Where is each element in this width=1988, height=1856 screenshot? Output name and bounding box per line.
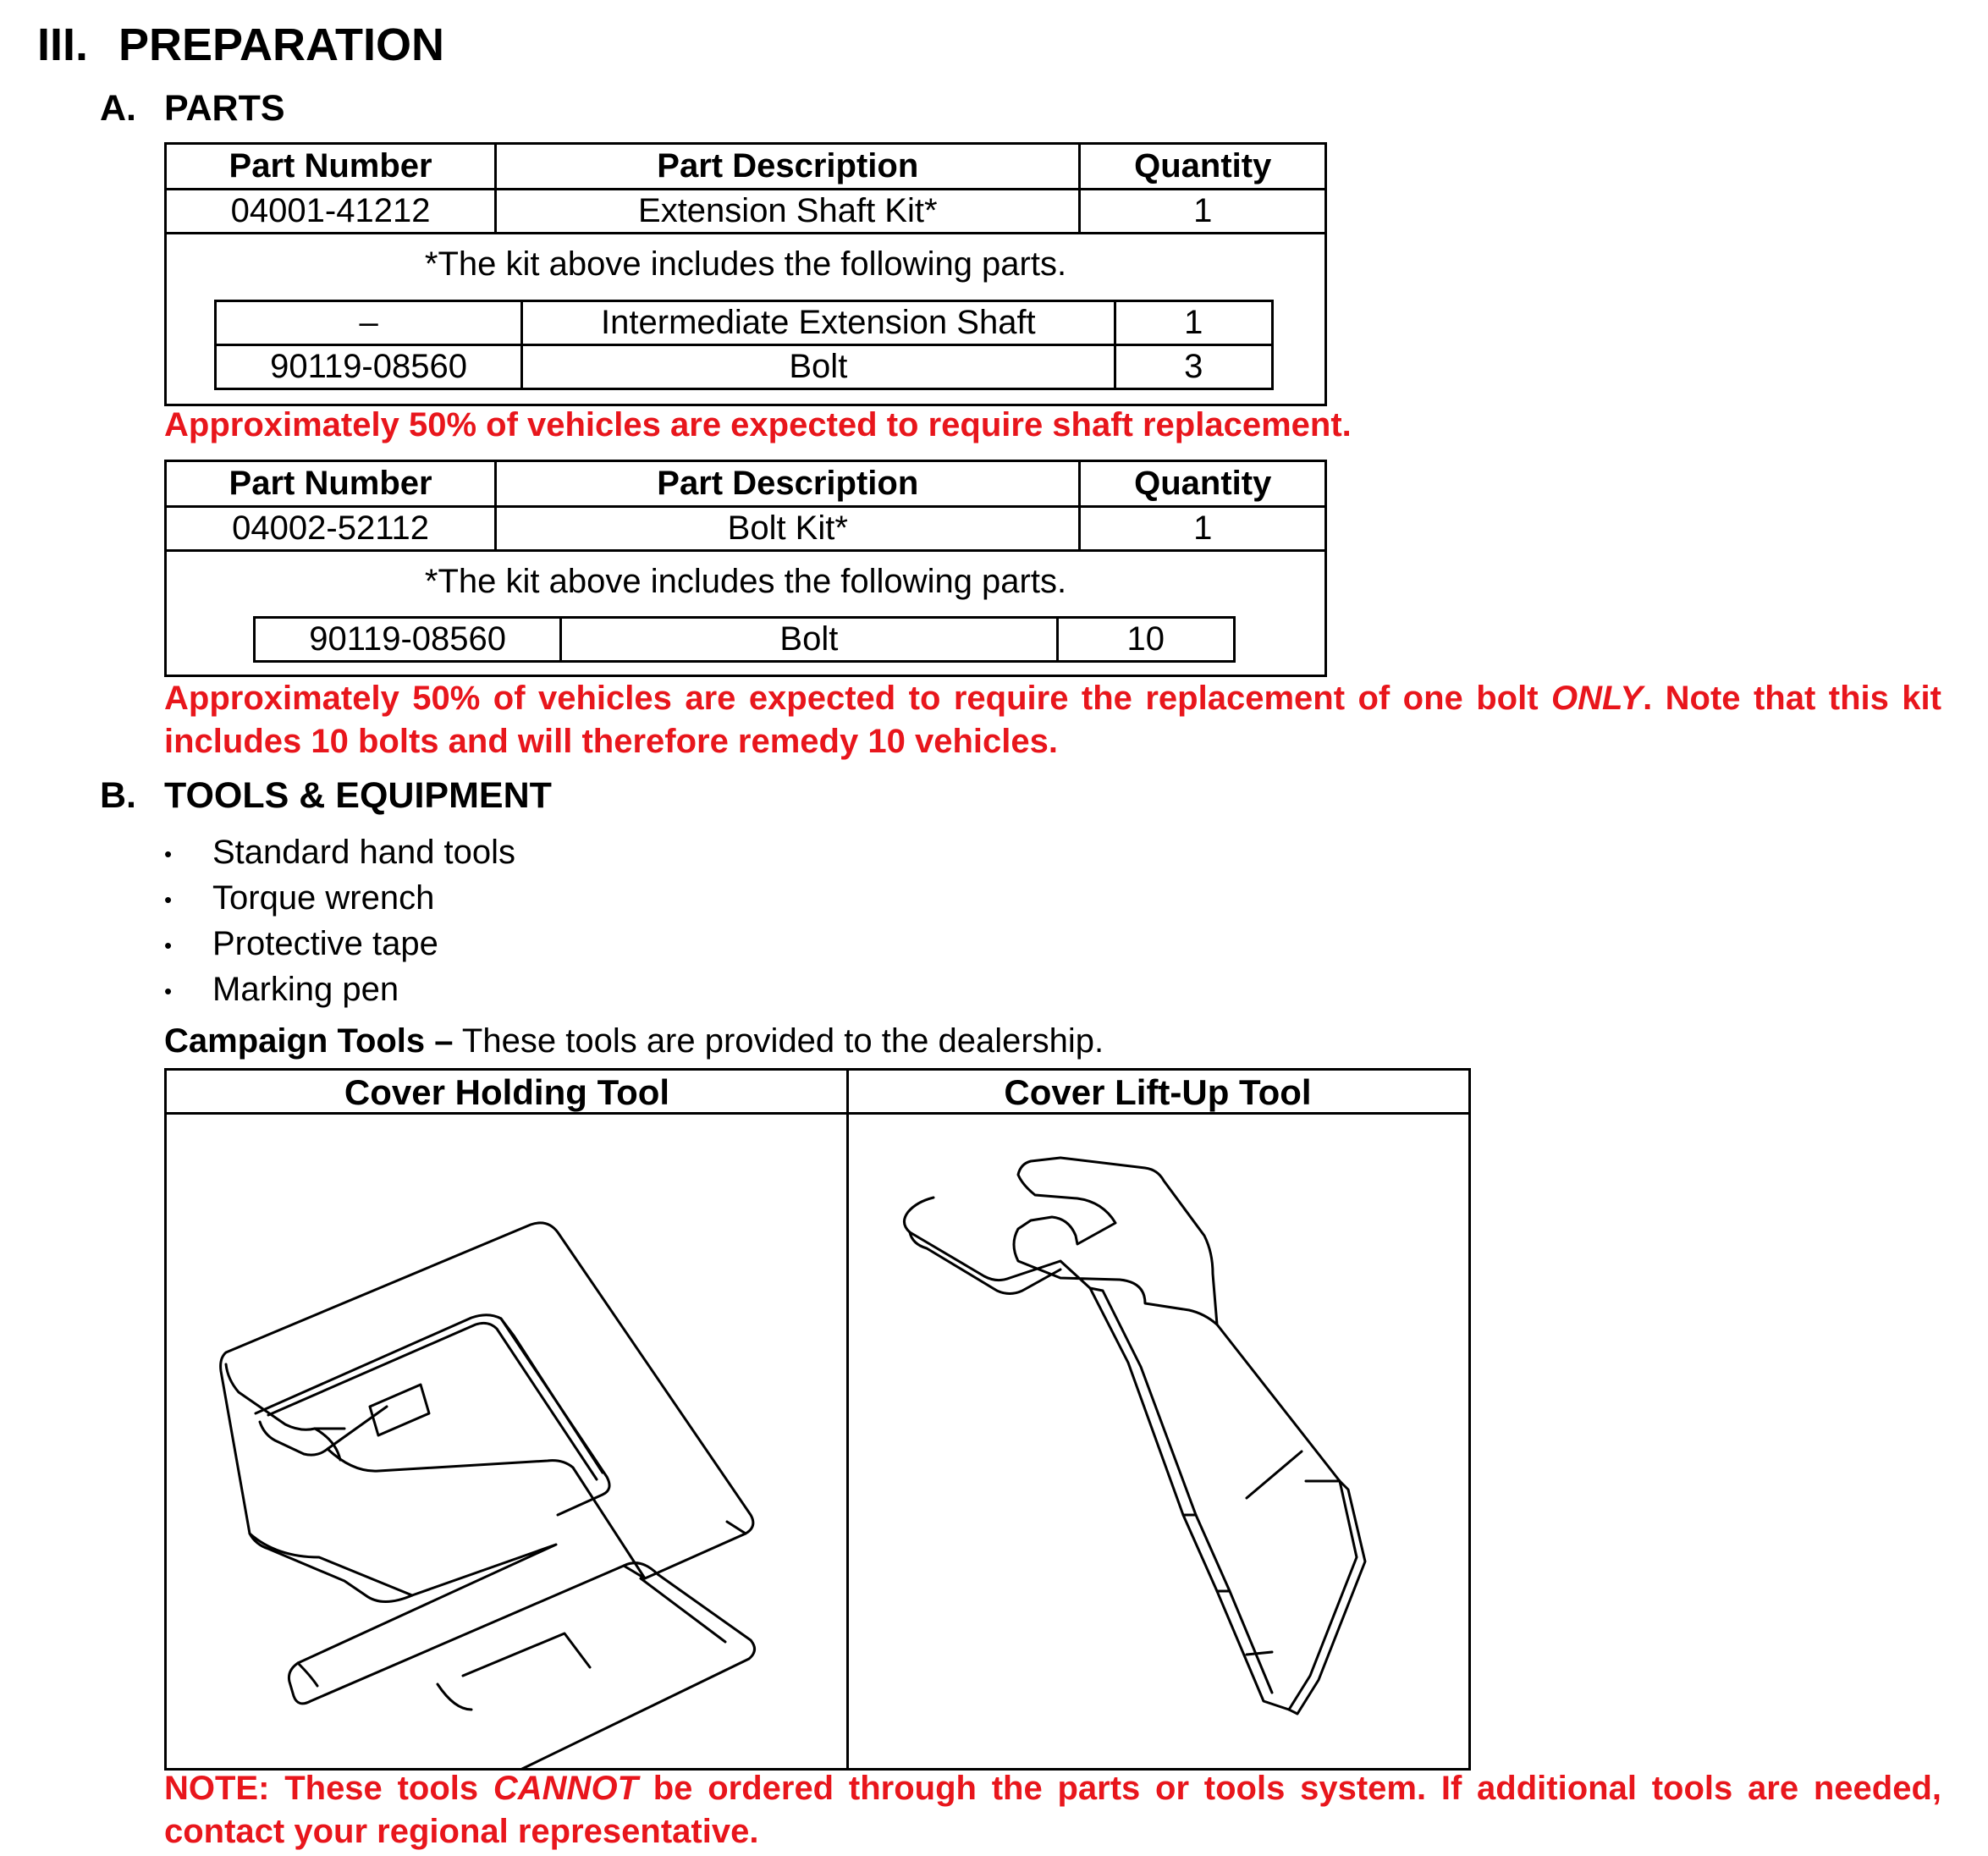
kit2-row [166, 507, 1326, 551]
section-number: III. [37, 19, 89, 70]
kit2-part-description: Bolt Kit* [496, 507, 1080, 551]
kit1-quantity: 1 [1080, 190, 1326, 234]
kit1-sub-row [216, 301, 1273, 345]
kit1-table [164, 142, 1327, 234]
tool-item-label: Protective tape [212, 925, 438, 962]
tools-note-part-b: be ordered through the parts or tools system. If additional tools are needed, contact your regional representative. [164, 1770, 1941, 1850]
tools-list [164, 829, 515, 1012]
campaign-tools-text: These tools are provided to the dealership. [453, 1022, 1104, 1060]
kit1-warning: Approximately 50% of vehicles are expected to require shaft replacement. [164, 406, 1352, 443]
kit1-sub-description: Bolt [522, 345, 1115, 389]
kit1-sub-quantity: 3 [1115, 345, 1272, 389]
header-part-description: Part Description [496, 461, 1080, 507]
cover-holding-tool-drawing [167, 1117, 844, 1769]
kit2-sub-description: Bolt [561, 618, 1057, 662]
tool-item-label: Standard hand tools [212, 834, 516, 871]
kit2-sub-part-number: 90119-08560 [255, 618, 561, 662]
header-cover-lift-up-tool: Cover Lift-Up Tool [847, 1071, 1468, 1115]
kit2-subtable [253, 616, 1236, 663]
kit1-row [166, 190, 1326, 234]
cover-lift-up-tool-drawing [849, 1117, 1468, 1769]
kit1-sub-part-number: 90119-08560 [216, 345, 522, 389]
list-item [164, 921, 515, 967]
parts-heading [100, 88, 285, 129]
bullet-icon: • [164, 887, 173, 913]
kit2-warning-emphasis: ONLY [1550, 680, 1644, 717]
header-quantity: Quantity [1080, 144, 1326, 190]
kit1-part-description: Extension Shaft Kit* [496, 190, 1080, 234]
kit2-warning-part-b: . Note that this kit includes 10 bolts and will therefore remedy 10 vehicles. [164, 680, 1941, 760]
tools-title: TOOLS & EQUIPMENT [164, 775, 552, 816]
kit1-header-row [166, 144, 1326, 190]
kit2-header-row [166, 461, 1326, 507]
kit2-quantity: 1 [1080, 507, 1326, 551]
list-item [164, 967, 515, 1012]
header-part-number: Part Number [166, 461, 496, 507]
campaign-tools-line [164, 1022, 1104, 1060]
kit1-sub-description: Intermediate Extension Shaft [522, 301, 1115, 345]
kit2-part-number: 04002-52112 [166, 507, 496, 551]
kit1-subtable [214, 300, 1274, 390]
header-cover-holding-tool: Cover Holding Tool [167, 1071, 847, 1115]
bullet-icon: • [164, 978, 173, 1005]
kit1-sub-row [216, 345, 1273, 389]
header-quantity: Quantity [1080, 461, 1326, 507]
kit1-sub-quantity: 1 [1115, 301, 1272, 345]
campaign-tools-table [164, 1068, 1471, 1771]
kit2-sub-quantity: 10 [1057, 618, 1234, 662]
kit2-table [164, 460, 1327, 552]
header-part-description: Part Description [496, 144, 1080, 190]
list-item [164, 829, 515, 875]
bullet-icon: • [164, 933, 173, 959]
list-item [164, 875, 515, 921]
campaign-tools-label: Campaign Tools – [164, 1022, 454, 1060]
header-part-number: Part Number [166, 144, 496, 190]
kit2-warning-part-a: Approximately 50% of vehicles are expected to require the replacement of one bolt [164, 680, 1551, 717]
bullet-icon: • [164, 841, 173, 867]
tools-number: B. [100, 775, 136, 816]
tools-note [164, 1767, 1941, 1853]
parts-number: A. [100, 88, 136, 129]
tools-note-emphasis: CANNOT [493, 1770, 638, 1807]
section-heading [37, 19, 444, 71]
tool-item-label: Torque wrench [212, 879, 435, 917]
kit2-includes-note: *The kit above includes the following parts. [424, 563, 1067, 600]
tools-note-part-a: NOTE: These tools [164, 1770, 493, 1807]
kit2-sub-row [255, 618, 1235, 662]
section-title: PREPARATION [118, 19, 445, 70]
tools-heading [100, 775, 552, 817]
kit2-warning [164, 677, 1941, 763]
parts-title: PARTS [164, 88, 285, 129]
kit1-part-number: 04001-41212 [166, 190, 496, 234]
tool-item-label: Marking pen [212, 971, 399, 1008]
kit1-includes-note: *The kit above includes the following parts. [424, 245, 1067, 283]
kit1-sub-part-number: – [216, 301, 522, 345]
